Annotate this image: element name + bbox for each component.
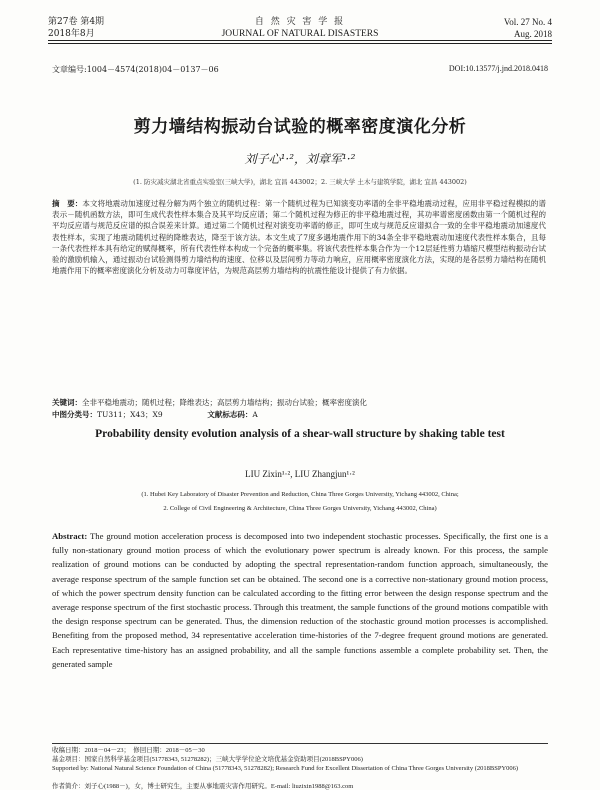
cn-authors: 刘子心¹·²，刘章军¹·²	[244, 152, 356, 166]
en-abstract	[52, 529, 548, 671]
en-authors: LIU Zixin¹·², LIU Zhangjun¹·²	[245, 469, 355, 479]
footnote-rule	[52, 743, 548, 744]
doi: DOI:10.13577/j.jnd.2018.0418	[448, 64, 548, 73]
fund-cn: 基金项目：国家自然科学基金项目(51778343, 51278282)；三峡大学学位论文培优基金资助项目(2018BSPY006)	[52, 756, 363, 763]
supported-by: Supported by: National Natural Science Foundation of China (51778343, 51278282); Research Fund for Excellent Dissertation of China Three Gorges University (2018BSPY006)	[52, 765, 519, 772]
journal-name-cn: 自 然 灾 害 学 报	[254, 17, 346, 27]
article-number: 文章编号:1004－4574(2018)04－0137－06	[52, 65, 219, 74]
volume-cn: 第27卷 第4期	[48, 17, 105, 27]
header-rule-thin	[48, 43, 552, 44]
cn-title: 剪力墙结构振动台试验的概率密度演化分析	[133, 117, 467, 137]
doc-code-label: 文献标志码：	[207, 410, 253, 419]
en-title: Probability density evolution analysis of a shear-wall structure by shaking table test	[95, 428, 505, 440]
received-date: 收稿日期：2018－04－23； 修回日期：2018－05－30	[52, 747, 205, 754]
en-affiliation-1: (1. Hubei Key Laboratory of Disaster Prevention and Reduction, China Three Gorges University, Yichang 443002, China;	[141, 491, 459, 498]
cn-classification	[52, 409, 546, 420]
cn-abstract	[52, 198, 546, 276]
cn-abstract-label: 摘 要：	[52, 199, 83, 208]
author-intro: 作者简介：刘子心(1988－)，女，博士研究生，主要从事地震灾害作用研究。E-mail: liuzixin1988@163.com	[52, 783, 354, 790]
cn-affiliation: (1. 防灾减灾湖北省重点实验室(三峡大学)，湖北 宜昌 443002；2. 三峡大学 土木与建筑学院，湖北 宜昌 443002)	[133, 178, 467, 186]
journal-name-en: JOURNAL OF NATURAL DISASTERS	[221, 29, 379, 39]
cn-abstract-text: 本文将地震动加速度过程分解为两个独立的随机过程：第一个随机过程为已知演变功率谱的全非平稳地震动过程，应用非平稳过程模拟的谱表示－随机函数方法，即可生成代表性样本集合及其平均反应谱；第二个随机过程为修正的非平稳地震过程，其功率谱密度函数由第一个随机过程的平均反应谱与规范反应谱的拟合误差来计算。通过第二个随机过程对演变功率谱的修正，即可生成与规范反应谱拟合一致的全非平稳地震动加速度代表性样本，实现了地震动随机过程的降维表达，降至于该方法。本文生成了7度多遇地震作用下的34条全非平稳地震动加速度代表性样本集合，且每一条代表性样本具有给定的赋得概率，所有代表性样本构成一个完备的概率集。将该代表性样本集合作为一个12层延性剪力墙缩尺模型结构振动台试验的激励机输入，通过振动台试验测得剪力墙结构的速度、位移以及层间剪力等动力响应，应用概率密度演化方法，实现的是各层剪力墙结构在随机地震作用下的概率密度演化分析及动力可靠度评估，为规范高层剪力墙结构的抗震性能设计提供了有力依据。	[52, 199, 546, 276]
doc-code: A	[252, 410, 258, 419]
date-en: Aug. 2018	[514, 29, 552, 39]
clc-code: TU311；X43；X9	[97, 410, 163, 419]
header-rule	[48, 40, 552, 41]
cn-keywords-text: 全非平稳地震动；随机过程；降维表达；高层剪力墙结构；振动台试验；概率密度演化	[82, 398, 367, 407]
en-abstract-text: The ground motion acceleration process is decomposed into two independent stochastic processes. Specifically, the first one is a fully non-stationary ground motion process of which the evolutionary power spectrum is already known. For this process, the sample realization of ground motions can be conducted by adopting the spectral representation-random function approach, simultaneously, the average response spectrum of the sample function set can be obtained. The second one is a corrective non-stationary ground motion process, of which the power spectrum density function can be calculated according to the fitting error between the design response spectrum and the average response spectrum of the first stochastic process. Through this treatment, the sample functions of the ground motions compatible with the design response spectrum can be generated. Thus, the dimension reduction of the stochastic ground motion processes is accomplished. Benefiting from the proposed method, 34 representative acceleration time-histories of the 7-degree frequent ground motions are generated. Each representative time-history has an assigned probability, and all the sample functions assemble a complete probability set. Then, the generated sample	[52, 531, 548, 669]
volume-en: Vol. 27 No. 4	[503, 17, 552, 27]
en-abstract-label: Abstract:	[52, 531, 88, 541]
en-affiliation-2: 2. College of Civil Engineering & Architecture, China Three Gorges University, Yichang 443002, China)	[163, 505, 437, 512]
clc-label: 中图分类号：	[52, 410, 97, 419]
cn-keywords	[52, 397, 546, 408]
cn-keywords-label: 关键词：	[52, 398, 82, 407]
date-cn: 2018年8月	[48, 29, 95, 39]
